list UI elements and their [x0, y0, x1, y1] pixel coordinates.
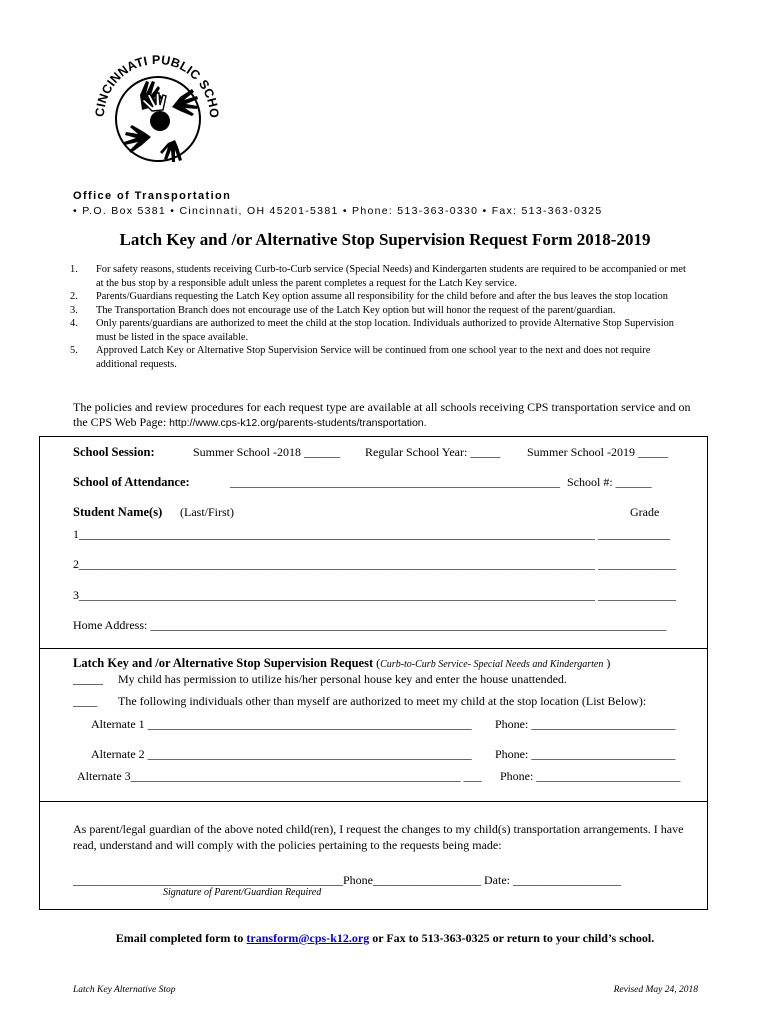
option-alternate-blank[interactable]: ____	[73, 694, 97, 708]
list-item	[70, 344, 688, 371]
signature-line[interactable]: _____________________________________________Phone__________________ Date: __________________	[73, 873, 621, 887]
list-number: 3.	[70, 304, 78, 316]
footer-left: Latch Key Alternative Stop	[73, 985, 176, 995]
email-instruction	[0, 931, 770, 946]
footer-right: Revised May 24, 2018	[613, 985, 698, 995]
cps-logo	[82, 37, 228, 183]
cps-logo-graphic	[82, 37, 228, 183]
option-latch-key-text: My child has permission to utilize his/her personal house key and enter the house unattended.	[118, 672, 567, 686]
grade-label: Grade	[630, 505, 660, 519]
school-number-field[interactable]: School #: ______	[567, 475, 652, 489]
student-line-2[interactable]: 2______________________________________________________________________________________ _____________	[73, 557, 676, 571]
list-item	[70, 290, 688, 304]
email-suffix: or Fax to 513-363-0325 or return to your child’s school.	[372, 931, 655, 945]
form-title: Latch Key and /or Alternative Stop Supervision Request Form 2018-2019	[119, 230, 651, 249]
list-number: 2.	[70, 291, 78, 302]
student-line-1[interactable]: 1______________________________________________________________________________________ ____________	[73, 527, 670, 541]
office-contact-line: • P.O. Box 5381 • Cincinnati, OH 45201-5381 • Phone: 513-363-0330 • Fax: 513-363-0325	[73, 205, 603, 217]
rules-list	[70, 263, 688, 371]
alternate-2-phone[interactable]: Phone: ________________________	[495, 747, 676, 761]
last-first-label: (Last/First)	[180, 505, 234, 519]
student-names-label: Student Name(s)	[73, 505, 163, 519]
guardian-statement: As parent/legal guardian of the above noted child(ren), I request the changes to my child(s) transportation arrangements. I have read, understand and will comply with the policies pertaining to the requests being made:	[73, 822, 684, 852]
section-divider	[39, 648, 708, 649]
list-text: For safety reasons, students receiving Curb-to-Curb service (Special Needs) and Kindergarten students are required to be accompanied or met at the bus stop by a responsible adult unless the parent completes a request for the Latch Key service.	[96, 264, 686, 289]
list-text: Approved Latch Key or Alternative Stop Supervision Service will be continued from one school year to the next and does not require additional requests.	[96, 345, 651, 370]
request-heading	[73, 656, 610, 671]
policy-text: The policies and review procedures for each request type are available at all schools receiving CPS transportation service and on the CPS Web Page:	[73, 400, 691, 429]
list-text: The Transportation Branch does not encourage use of the Latch Key option but will honor the request of the parent/guardian.	[96, 304, 616, 316]
request-heading-text: Latch Key and /or Alternative Stop Supervision Request	[73, 656, 374, 670]
email-link[interactable]: transform@cps-k12.org	[246, 931, 370, 945]
alternate-2-field[interactable]: Alternate 2 ______________________________________________________	[91, 747, 472, 761]
list-number: 4.	[70, 318, 78, 329]
request-heading-note: Curb-to-Curb Service- Special Needs and Kindergarten	[380, 659, 604, 670]
section-divider	[39, 801, 708, 802]
list-number: 1.	[70, 264, 78, 275]
summer-2019-field[interactable]: Summer School -2019 _____	[527, 445, 668, 459]
list-text: Parents/Guardians requesting the Latch Key option assume all responsibility for the child before and after the bus leaves the stop location	[96, 291, 668, 302]
list-item	[70, 317, 688, 344]
list-number: 5.	[70, 345, 78, 356]
logo-text: CINCINNATI PUBLIC SCHO	[92, 52, 222, 119]
alternate-3-field[interactable]: Alternate 3_______________________________________________________ ___	[77, 769, 482, 783]
summer-2018-field[interactable]: Summer School -2018 ______	[193, 445, 340, 459]
school-session-label: School Session:	[73, 445, 155, 459]
policy-note	[73, 400, 693, 431]
request-heading-paren-open: (	[376, 656, 381, 670]
alternate-1-phone[interactable]: Phone: ________________________	[495, 717, 676, 731]
option-latch-key-blank[interactable]: _____	[73, 672, 103, 686]
list-item	[70, 304, 688, 318]
list-text: Only parents/guardians are authorized to meet the child at the stop location. Individuals authorized to provide Alternative Stop Supervision must be listed in the space available.	[96, 318, 674, 343]
office-heading: Office of Transportation	[73, 190, 232, 202]
request-heading-paren-close: )	[606, 656, 611, 670]
option-alternate-text: The following individuals other than myself are authorized to meet my child at the stop location (List Below):	[118, 694, 647, 708]
regular-year-field[interactable]: Regular School Year: _____	[365, 445, 501, 459]
home-address-field[interactable]: Home Address: ______________________________________________________________________________________	[73, 618, 667, 632]
policy-url[interactable]: http://www.cps-k12.org/parents-students/transportation.	[169, 417, 427, 429]
school-of-attendance-field[interactable]: _______________________________________________________	[230, 475, 560, 489]
school-of-attendance-label: School of Attendance:	[73, 475, 190, 489]
email-prefix: Email completed form to	[115, 931, 244, 945]
student-line-3[interactable]: 3______________________________________________________________________________________ _____________	[73, 588, 676, 602]
alternate-1-field[interactable]: Alternate 1 ______________________________________________________	[91, 717, 472, 731]
alternate-3-phone[interactable]: Phone: ________________________	[500, 769, 681, 783]
list-item	[70, 263, 688, 290]
signature-caption: Signature of Parent/Guardian Required	[163, 887, 322, 898]
